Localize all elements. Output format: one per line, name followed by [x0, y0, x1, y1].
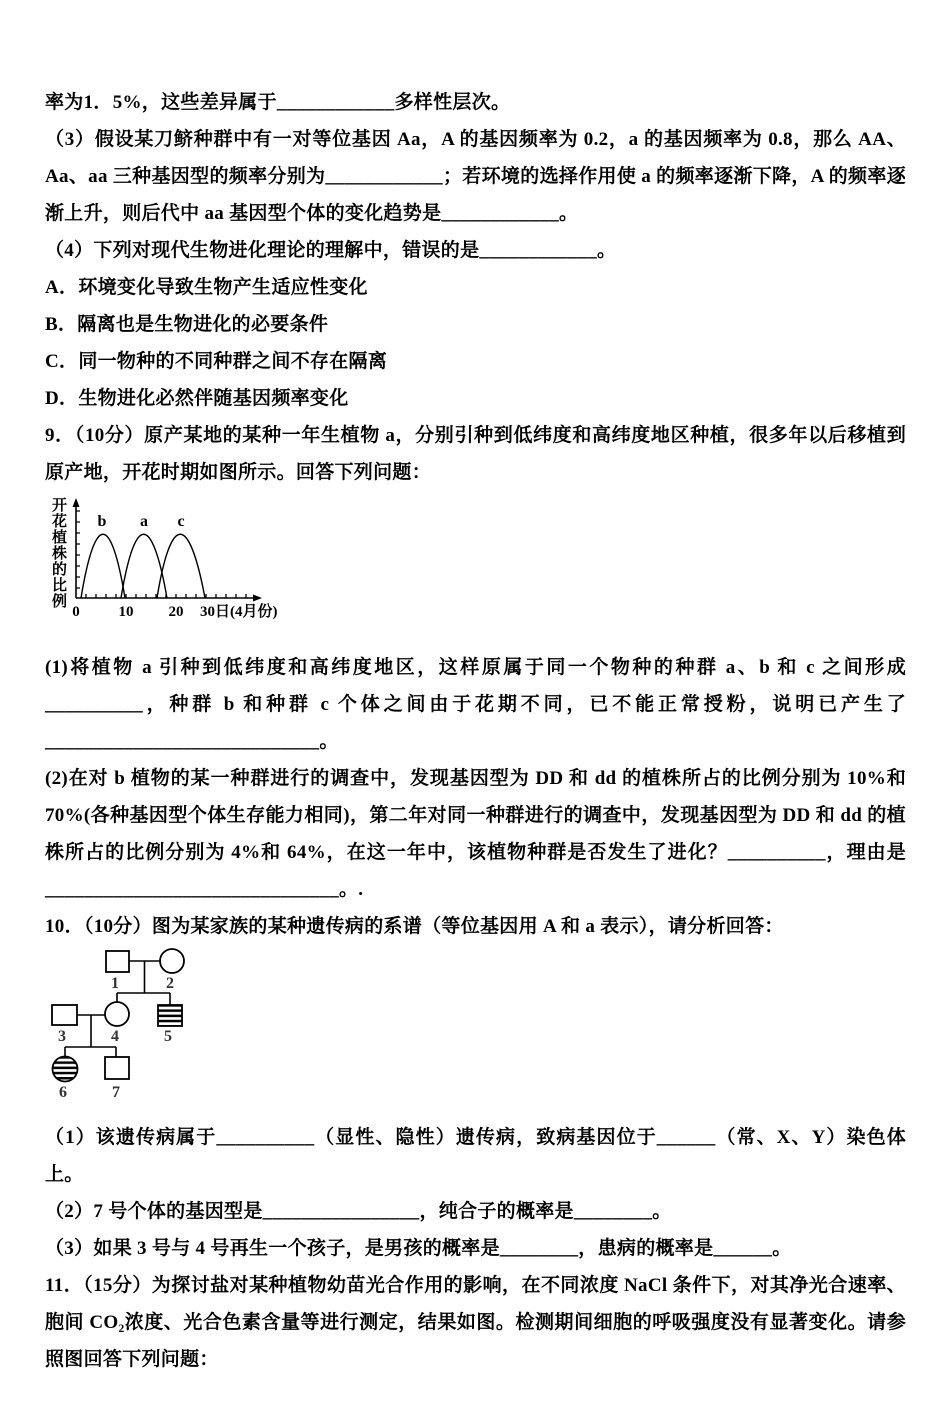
question-9-part-2: (2)在对 b 植物的某一种群进行的调查中，发现基因型为 DD 和 dd 的植株所占的比例分别为 10%和 70%(各种基因型个体生存能力相同)，第二年对同一种群进行的调查中，发现基因型为 DD 和 dd 的植株所占的比例分别为 4%和 64%，在这一年中，该植物种群是否发生了进化？__________，理由是______________________________。. — [45, 768, 906, 900]
question-8-part-4: （4）下列对现代生物进化理论的理解中，错误的是____________。 — [45, 240, 617, 261]
individual-7-label: 7 — [112, 1084, 120, 1101]
individual-7-unaffected-male — [105, 1057, 129, 1079]
curve-label-b: b — [97, 513, 107, 530]
individual-3-unaffected-male — [52, 1005, 77, 1025]
curve-label-c: c — [177, 513, 185, 530]
individual-1-label: 1 — [111, 975, 119, 992]
chart-y-axis-label: 开花植株的比例 — [50, 497, 66, 609]
question-9-stem: 9．（10分）原产某地的某种一年生植物 a，分别引种到低纬度和高纬度地区种植，很多年以后移植到原产地，开花时期如图所示。回答下列问题： — [45, 425, 906, 483]
individual-5-affected-male — [158, 1005, 182, 1026]
question-9-part-1: (1)将植物 a 引种到低纬度和高纬度地区，这样原属于同一个物种的种群 a、b 和 c 之间形成__________，种群 b 和种群 c 个体之间由于花期不同，已不能正常授粉，说明已产生了____________________________。 — [45, 657, 906, 752]
pedigree-diagram — [48, 947, 218, 1101]
option-b: B．隔离也是生物进化的必要条件 — [45, 314, 329, 335]
option-a: A．环境变化导致生物产生适应性变化 — [45, 277, 368, 298]
question-10-part-1: （1）该遗传病属于__________（显性、隐性）遗传病，致病基因位于______（常、X、Y）染色体上。 — [45, 1127, 906, 1185]
question-8-part-3: （3）假设某刀鲚种群中有一对等位基因 Aa，A 的基因频率为 0.2，a 的基因频率为 0.8，那么 AA、Aa、aa 三种基因型的频率分别为____________；若环境的选择作用使 a 的频率逐渐下降，A 的频率逐渐上升，则后代中 aa 基因型个体的变化趋势是____________。 — [45, 129, 906, 224]
line-diversity-blank: 率为1．5%，这些差异属于____________多样性层次。 — [45, 92, 511, 113]
x-axis-arrow-icon — [253, 595, 262, 602]
curve-population-c — [157, 534, 205, 598]
curve-label-a: a — [140, 513, 148, 530]
x-tick-10: 10 — [118, 604, 134, 620]
question-11-stem: 11．（15分）为探讨盐对某种植物幼苗光合作用的影响，在不同浓度 NaCl 条件下，对其净光合速率、胞间 CO₂浓度、光合色素含量等进行测定，结果如图。检测期间细胞的呼吸强度没有显著变化。请参照图回答下列问题： — [45, 1275, 906, 1370]
flowering-period-chart — [48, 495, 338, 629]
individual-4-unaffected-female — [105, 1002, 129, 1026]
question-10-part-3: （3）如果 3 号与 4 号再生一个孩子，是男孩的概率是________，患病的概率是______。 — [45, 1238, 792, 1259]
question-10-part-2: （2）7 号个体的基因型是________________，纯合子的概率是________。 — [45, 1201, 672, 1222]
x-tick-20: 20 — [168, 604, 184, 620]
individual-6-affected-female — [53, 1057, 78, 1082]
pedigree-svg — [48, 947, 218, 1101]
curve-population-b — [81, 534, 125, 598]
x-axis-end-label: 30日(4月份) — [200, 604, 278, 620]
individual-2-label: 2 — [166, 975, 174, 992]
option-d: D．生物进化必然伴随基因频率变化 — [45, 388, 349, 409]
individual-4-label: 4 — [111, 1028, 119, 1045]
curve-population-a — [121, 534, 167, 598]
y-axis-arrow-icon — [73, 498, 80, 507]
x-tick-0: 0 — [72, 604, 80, 620]
question-10-stem: 10．（10分）图为某家族的某种遗传病的系谱（等位基因用 A 和 a 表示），请分析回答： — [45, 916, 784, 937]
individual-5-label: 5 — [164, 1028, 172, 1045]
option-c: C．同一物种的不同种群之间不存在隔离 — [45, 351, 388, 372]
flowering-chart-svg — [69, 495, 331, 629]
individual-6-label: 6 — [59, 1084, 67, 1101]
individual-1-unaffected-male — [106, 951, 129, 972]
individual-2-unaffected-female — [160, 949, 184, 973]
individual-3-label: 3 — [58, 1028, 66, 1045]
